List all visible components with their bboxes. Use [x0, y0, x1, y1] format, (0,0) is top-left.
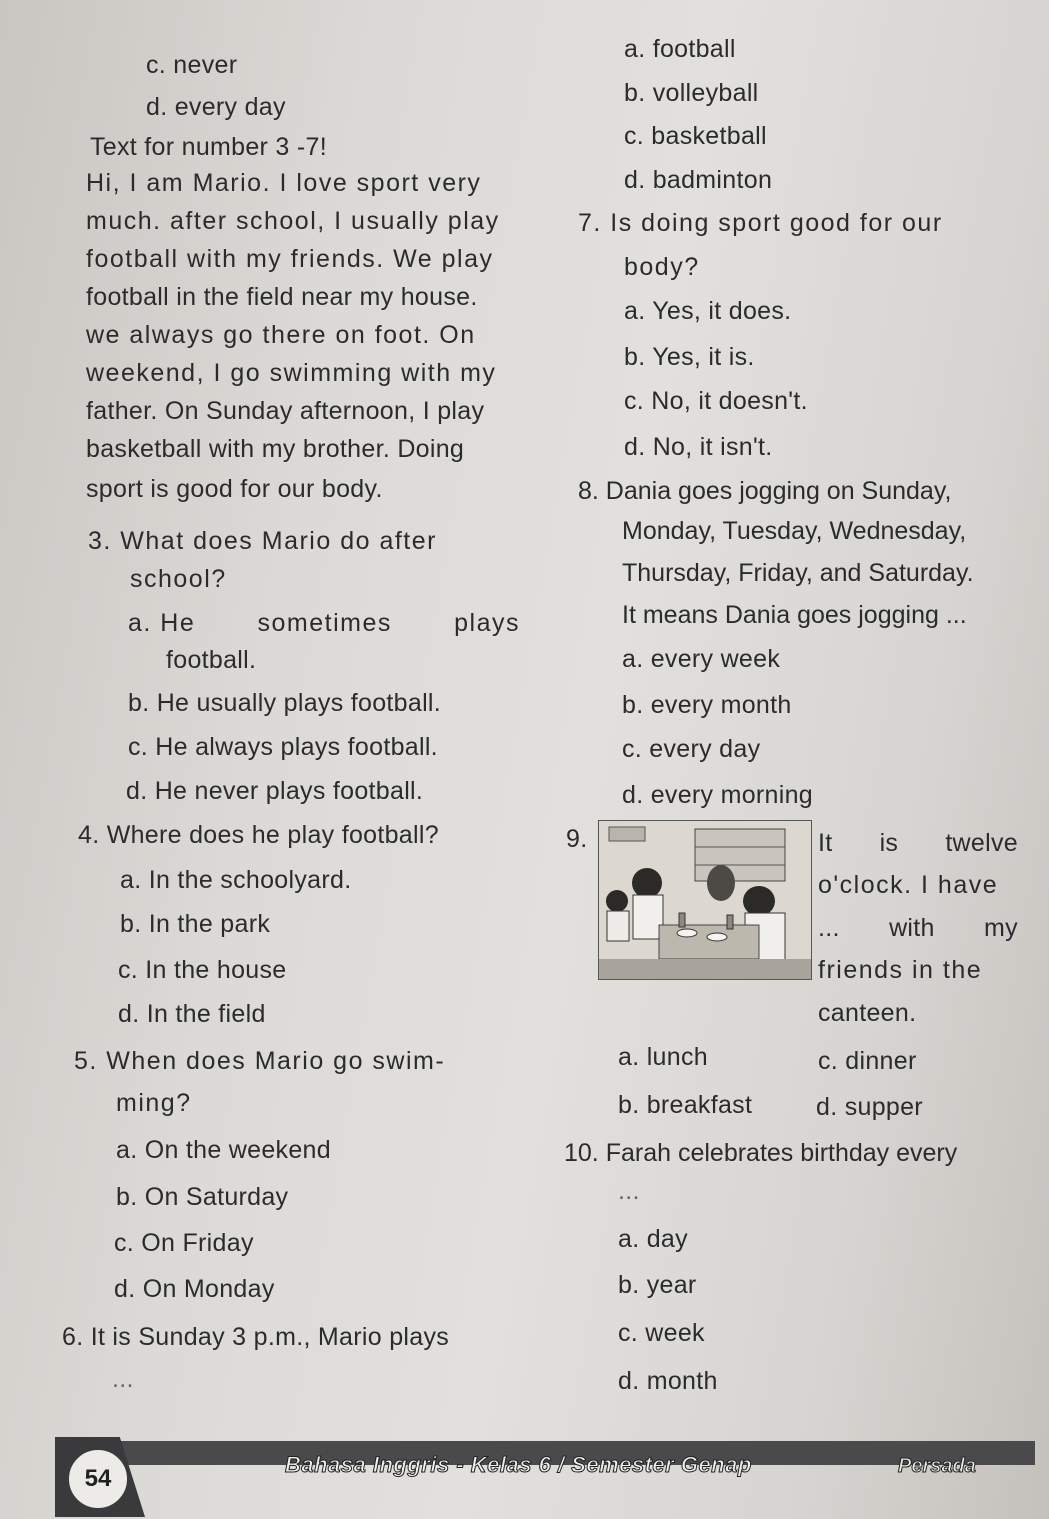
q9-line-1	[818, 828, 1018, 858]
footer-book-title: Bahasa Inggris - Kelas 6 / Semester Genap	[285, 1452, 752, 1477]
q3-option-a-word-3: plays	[454, 609, 520, 637]
q9-line-5: canteen.	[818, 999, 917, 1027]
q8-question-line-4: It means Dania goes jogging ...	[622, 601, 967, 629]
q7-option-c: c. No, it doesn't.	[624, 387, 808, 415]
page-number: 54	[66, 1447, 130, 1511]
q5-question-line-2: ming?	[116, 1089, 192, 1117]
q9-line-3-word-2: with	[889, 914, 935, 942]
q3-option-a-word-2: sometimes	[257, 609, 392, 637]
q3-option-b: b. He usually plays football.	[128, 689, 442, 717]
q9-line-3-word-3: my	[984, 914, 1018, 942]
q9-line-1-word-2: is	[879, 829, 899, 857]
q9-line-3	[818, 913, 1018, 943]
q9-line-4: friends in the	[818, 956, 983, 984]
prev-option-d: d. every day	[146, 93, 286, 121]
q8-question-line-3: Thursday, Friday, and Saturday.	[622, 559, 974, 587]
q9-number: 9.	[566, 825, 588, 853]
q7-question-line-2: body?	[624, 253, 700, 281]
q5-option-a: a. On the weekend	[116, 1136, 331, 1164]
passage-line-7: father. On Sunday afternoon, I play	[86, 397, 485, 425]
q9-option-b: b. breakfast	[618, 1091, 753, 1119]
q4-option-b: b. In the park	[120, 910, 271, 938]
q10-question: 10. Farah celebrates birthday every	[564, 1139, 958, 1167]
q4-option-d: d. In the field	[118, 1000, 266, 1028]
passage-heading: Text for number 3 -7!	[90, 133, 327, 161]
q4-option-a: a. In the schoolyard.	[120, 866, 352, 894]
q9-line-3-blank: ...	[818, 914, 840, 942]
q8-question-line-1: 8. Dania goes jogging on Sunday,	[578, 477, 952, 505]
prev-option-c: c. never	[146, 51, 238, 79]
q9-line-1-word-3: twelve	[945, 829, 1018, 857]
q5-option-b: b. On Saturday	[116, 1183, 289, 1211]
q9-option-a: a. lunch	[618, 1043, 708, 1071]
passage-line-6: weekend, I go swimming with my	[86, 359, 497, 387]
prev-right-option-a: a. football	[624, 35, 736, 63]
passage-line-2: much. after school, I usually play	[86, 207, 500, 235]
q8-question-line-2: Monday, Tuesday, Wednesday,	[622, 517, 967, 545]
prev-right-option-d: d. badminton	[624, 166, 773, 194]
q7-question-line-1: 7. Is doing sport good for our	[578, 209, 943, 237]
q8-option-d: d. every morning	[622, 781, 813, 809]
passage-line-3: football with my friends. We play	[86, 245, 494, 273]
passage-line-1: Hi, I am Mario. I love sport very	[86, 169, 482, 197]
q8-option-b: b. every month	[622, 691, 792, 719]
prev-right-option-c: c. basketball	[624, 122, 767, 150]
prev-right-option-b: b. volleyball	[624, 79, 759, 107]
q5-option-c: c. On Friday	[114, 1229, 254, 1257]
q3-option-d: d. He never plays football.	[126, 777, 424, 805]
q10-option-b: b. year	[618, 1271, 697, 1299]
passage-line-8: basketball with my brother. Doing	[86, 435, 465, 463]
q9-line-2: o'clock. I have	[818, 871, 999, 899]
canteen-illustration	[598, 820, 812, 980]
q3-option-a-word-1: a. He	[128, 609, 196, 637]
q6-blank: ...	[112, 1365, 134, 1393]
canteen-illustration-svg	[599, 821, 811, 979]
q10-blank: ...	[618, 1177, 640, 1205]
q6-question: 6. It is Sunday 3 p.m., Mario plays	[62, 1323, 450, 1351]
q3-question-line-2: school?	[130, 565, 227, 593]
passage-line-4: football in the field near my house.	[86, 283, 478, 311]
q8-option-a: a. every week	[622, 645, 781, 673]
q10-option-d: d. month	[618, 1367, 718, 1395]
q9-option-d: d. supper	[816, 1093, 923, 1121]
q4-option-c: c. In the house	[118, 956, 287, 984]
q7-option-a: a. Yes, it does.	[624, 297, 792, 325]
q10-option-a: a. day	[618, 1225, 688, 1253]
q3-question-line-1: 3. What does Mario do after	[88, 527, 437, 555]
q7-option-d: d. No, it isn't.	[624, 433, 773, 461]
q5-option-d: d. On Monday	[114, 1275, 275, 1303]
q5-question-line-1: 5. When does Mario go swim-	[74, 1047, 446, 1075]
passage-line-9: sport is good for our body.	[86, 475, 383, 503]
q4-question: 4. Where does he play football?	[78, 821, 439, 849]
q3-option-a-line-1	[128, 608, 520, 638]
publisher-logo-text: Persada	[898, 1455, 976, 1477]
passage-line-5: we always go there on foot. On	[86, 321, 476, 349]
q9-option-c: c. dinner	[818, 1047, 917, 1075]
q8-option-c: c. every day	[622, 735, 761, 763]
q3-option-a-line-2: football.	[166, 646, 257, 674]
q10-option-c: c. week	[618, 1319, 705, 1347]
q3-option-c: c. He always plays football.	[128, 733, 438, 761]
q9-line-1-word-1: It	[818, 829, 833, 857]
q7-option-b: b. Yes, it is.	[624, 343, 755, 371]
